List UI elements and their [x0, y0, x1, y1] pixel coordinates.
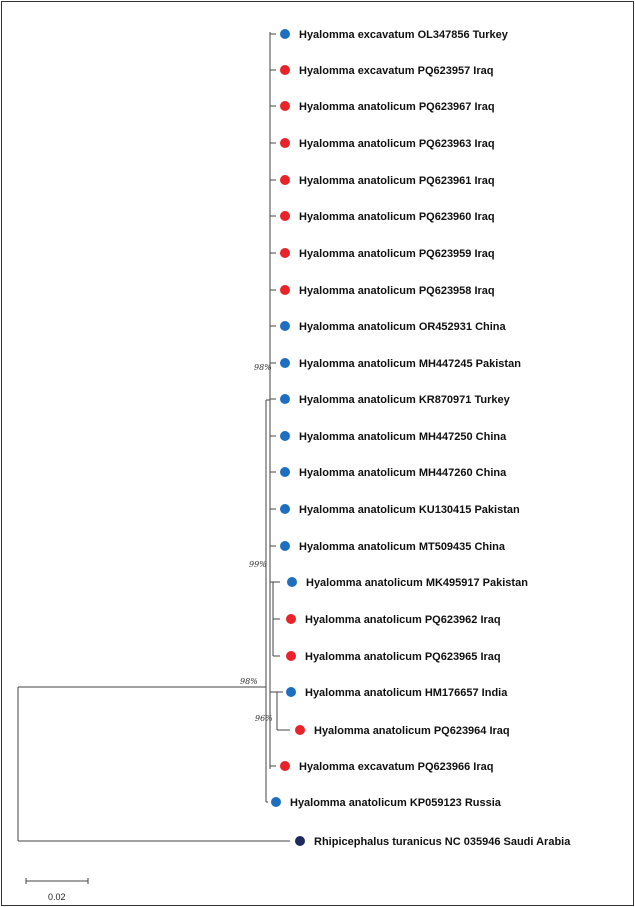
taxon-label: Hyalomma anatolicum PQ623967 Iraq: [299, 101, 495, 113]
taxon-label: Hyalomma anatolicum PQ623960 Iraq: [299, 211, 495, 223]
bootstrap-value: 96%: [255, 714, 273, 723]
taxon-marker: [280, 65, 290, 75]
taxon-label: Hyalomma anatolicum MT509435 China: [299, 541, 506, 553]
taxon-marker: [287, 577, 297, 587]
taxon-label: Hyalomma anatolicum PQ623962 Iraq: [305, 614, 501, 626]
taxon-marker: [280, 467, 290, 477]
taxon-marker: [280, 541, 290, 551]
taxon-label: Hyalomma anatolicum PQ623961 Iraq: [299, 175, 495, 187]
bootstrap-value: 98%: [240, 677, 258, 686]
taxon-label: Hyalomma anatolicum PQ623958 Iraq: [299, 285, 495, 297]
taxon-label: Hyalomma anatolicum KU130415 Pakistan: [299, 504, 520, 516]
taxon-marker: [295, 836, 305, 846]
taxon-marker: [280, 285, 290, 295]
taxon-label: Hyalomma anatolicum KR870971 Turkey: [299, 394, 510, 406]
taxon-label: Hyalomma anatolicum MH447245 Pakistan: [299, 358, 521, 370]
taxon-marker: [280, 761, 290, 771]
taxon-label: Hyalomma anatolicum KP059123 Russia: [290, 797, 501, 809]
taxon-marker: [295, 725, 305, 735]
taxon-label: Hyalomma anatolicum PQ623964 Iraq: [314, 725, 510, 737]
taxon-label: Hyalomma anatolicum MH447260 China: [299, 467, 507, 479]
taxon-label: Hyalomma anatolicum OR452931 China: [299, 321, 506, 333]
phylogenetic-tree-figure: [1, 1, 634, 906]
taxon-marker: [271, 797, 281, 807]
taxon-marker: [280, 211, 290, 221]
taxon-marker: [286, 687, 296, 697]
taxon-label: Hyalomma anatolicum PQ623963 Iraq: [299, 138, 495, 150]
taxon-marker: [286, 614, 296, 624]
taxon-label: Hyalomma anatolicum HM176657 India: [305, 687, 508, 699]
taxon-marker: [280, 394, 290, 404]
taxon-marker: [280, 321, 290, 331]
taxon-label: Hyalomma excavatum PQ623966 Iraq: [299, 761, 494, 773]
taxon-label: Rhipicephalus turanicus NC 035946 Saudi Arabia: [314, 836, 571, 848]
taxon-marker: [280, 101, 290, 111]
taxon-marker: [280, 431, 290, 441]
taxon-label: Hyalomma excavatum OL347856 Turkey: [299, 29, 508, 41]
taxon-marker: [280, 358, 290, 368]
taxon-marker: [280, 138, 290, 148]
taxon-label: Hyalomma anatolicum MH447250 China: [299, 431, 507, 443]
bootstrap-value: 98%: [254, 363, 272, 372]
taxon-label: Hyalomma anatolicum MK495917 Pakistan: [306, 577, 528, 589]
taxon-label: Hyalomma excavatum PQ623957 Iraq: [299, 65, 494, 77]
taxon-marker: [280, 248, 290, 258]
bootstrap-value: 99%: [249, 560, 267, 569]
taxon-marker: [280, 175, 290, 185]
tree-branches: [18, 32, 290, 841]
scale-bar-label: 0.02: [48, 892, 66, 902]
taxon-marker: [280, 29, 290, 39]
scale-bar: [26, 878, 88, 902]
tree-tips: [271, 29, 571, 848]
taxon-label: Hyalomma anatolicum PQ623965 Iraq: [305, 651, 501, 663]
taxon-marker: [280, 504, 290, 514]
tree-canvas: [2, 2, 633, 905]
taxon-label: Hyalomma anatolicum PQ623959 Iraq: [299, 248, 495, 260]
taxon-marker: [286, 651, 296, 661]
